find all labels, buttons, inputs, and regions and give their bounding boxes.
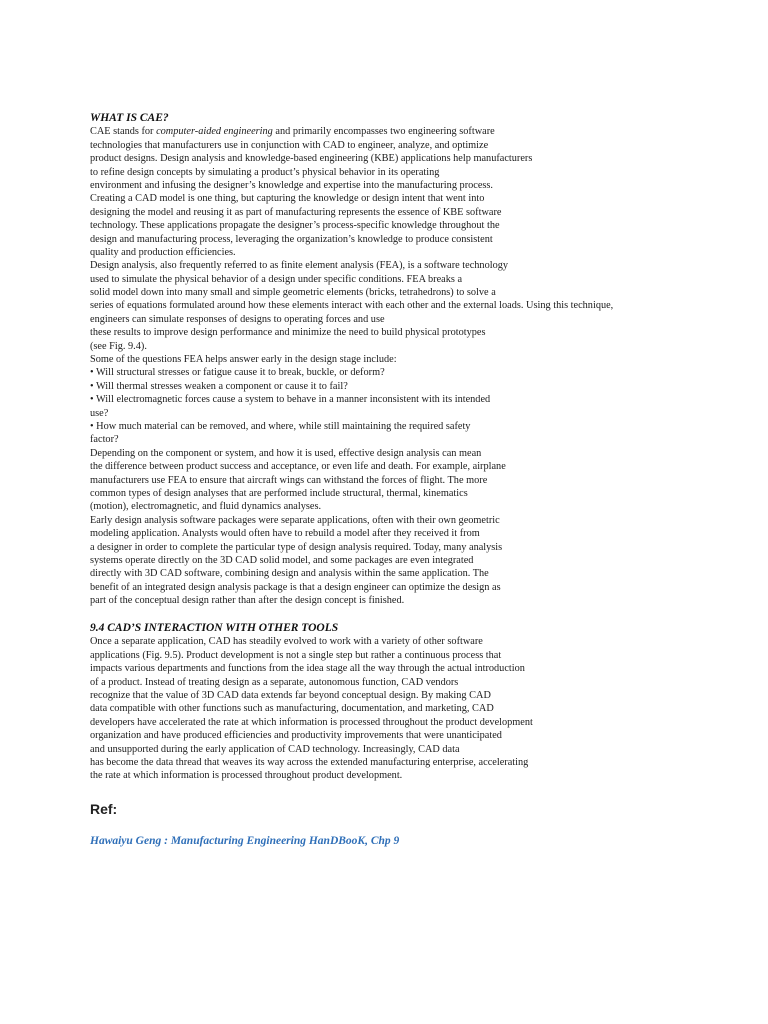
paragraph-line: factor? <box>90 434 119 446</box>
paragraph-line: the rate at which information is processed throughout product development. <box>90 770 403 782</box>
paragraph-line: of a product. Instead of treating design as a separate, autonomous function, CAD vendors <box>90 676 459 688</box>
paragraph-line: CAE stands for computer-aided engineering and primarily encompasses two engineering software <box>90 126 495 138</box>
paragraph-line: benefit of an integrated design analysis package is that a design engineer can optimize the design as <box>90 581 501 593</box>
paragraph-line: and unsupported during the early application of CAD technology. Increasingly, CAD data <box>90 743 460 755</box>
section-cad-interaction <box>90 622 730 783</box>
emphasis-text: computer-aided engineering <box>156 126 273 138</box>
section-body <box>90 635 730 782</box>
paragraph-line: modeling application. Analysts would often have to rebuild a model after they received it from <box>90 528 480 540</box>
paragraph-line: the difference between product success and acceptance, or even life and death. For example, airplane <box>90 461 506 473</box>
paragraph-line: has become the data thread that weaves its way across the extended manufacturing enterprise, accelerating <box>90 756 529 768</box>
paragraph-line: these results to improve design performance and minimize the need to build physical prototypes <box>90 327 486 339</box>
paragraph-line: design and manufacturing process, leveraging the organization’s knowledge to produce consistent <box>90 233 493 245</box>
paragraph-line: • Will thermal stresses weaken a component or cause it to fail? <box>90 380 348 392</box>
paragraph-line: designing the model and reusing it as part of manufacturing represents the essence of KBE software <box>90 206 502 218</box>
paragraph-line: use? <box>90 407 109 419</box>
paragraph-line: part of the conceptual design rather than after the design concept is finished. <box>90 595 405 607</box>
reference-citation: Hawaiyu Geng : Manufacturing Engineering HanDBooK, Chp 9 <box>90 835 400 847</box>
reference-label: Ref: <box>90 801 118 817</box>
paragraph-line: technology. These applications propagate the designer’s process-specific knowledge throughout the <box>90 220 500 232</box>
paragraph-line: Some of the questions FEA helps answer early in the design stage include: <box>90 354 397 366</box>
paragraph-line: applications (Fig. 9.5). Product development is not a single step but rather a continuous process that <box>90 649 502 661</box>
paragraph-line: data compatible with other functions such as manufacturing, documentation, and marketing, CAD <box>90 703 494 715</box>
paragraph-line: used to simulate the physical behavior of a design under specific conditions. FEA breaks a <box>90 273 463 285</box>
paragraph-line: • How much material can be removed, and where, while still maintaining the required safety <box>90 420 471 432</box>
paragraph-line: a designer in order to complete the particular type of design analysis required. Today, many analysis <box>90 541 503 553</box>
paragraph-line: Once a separate application, CAD has steadily evolved to work with a variety of other software <box>90 636 483 648</box>
paragraph-line: systems operate directly on the 3D CAD solid model, and some packages are even integrated <box>90 554 474 566</box>
paragraph-line: common types of design analyses that are performed include structural, thermal, kinematics <box>90 487 468 499</box>
paragraph-line: organization and have produced efficiencies and productivity improvements that were unanticipated <box>90 730 502 742</box>
section-heading: 9.4 CAD’S INTERACTION WITH OTHER TOOLS <box>90 622 339 634</box>
paragraph-line: (see Fig. 9.4). <box>90 340 147 352</box>
paragraph-line: product designs. Design analysis and knowledge-based engineering (KBE) applications help manufacturers <box>90 153 533 165</box>
paragraph-line: directly with 3D CAD software, combining design and analysis within the same application. The <box>90 568 489 580</box>
paragraph-line: technologies that manufacturers use in conjunction with CAD to engineer, analyze, and optimize <box>90 139 489 151</box>
paragraph-line: environment and infusing the designer’s knowledge and expertise into the manufacturing process. <box>90 179 493 191</box>
paragraph-line: • Will electromagnetic forces cause a system to behave in a manner inconsistent with its intended <box>90 394 491 406</box>
section-heading: WHAT IS CAE? <box>90 112 169 124</box>
paragraph-line: series of equations formulated around how these elements interact with each other and the external loads. Using this technique, <box>90 300 614 312</box>
section-what-is-cae <box>90 112 730 607</box>
paragraph-line: • Will structural stresses or fatigue cause it to break, buckle, or deform? <box>90 367 385 379</box>
paragraph-line: impacts various departments and functions from the idea stage all the way through the actual introduction <box>90 663 525 675</box>
paragraph-line: developers have accelerated the rate at which information is processed throughout the product development <box>90 716 533 728</box>
paragraph-line: solid model down into many small and simple geometric elements (bricks, tetrahedrons) to solve a <box>90 287 496 299</box>
paragraph-line: to refine design concepts by simulating a product’s physical behavior in its operating <box>90 166 440 178</box>
paragraph-line: recognize that the value of 3D CAD data extends far beyond conceptual design. By making CAD <box>90 689 491 701</box>
paragraph-line: (motion), electromagnetic, and fluid dynamics analyses. <box>90 501 322 513</box>
paragraph-line: Depending on the component or system, and how it is used, effective design analysis can mean <box>90 447 482 459</box>
section-body <box>90 139 730 608</box>
paragraph-line: Creating a CAD model is one thing, but capturing the knowledge or design intent that went into <box>90 193 485 205</box>
paragraph-line: Design analysis, also frequently referred to as finite element analysis (FEA), is a software technology <box>90 260 509 272</box>
paragraph-line: engineers can simulate responses of designs to operating forces and use <box>90 313 385 325</box>
paragraph-line: quality and production efficiencies. <box>90 246 236 258</box>
paragraph-line: manufacturers use FEA to ensure that aircraft wings can withstand the forces of flight. The more <box>90 474 488 486</box>
paragraph-line: Early design analysis software packages were separate applications, often with their own geometric <box>90 514 500 526</box>
